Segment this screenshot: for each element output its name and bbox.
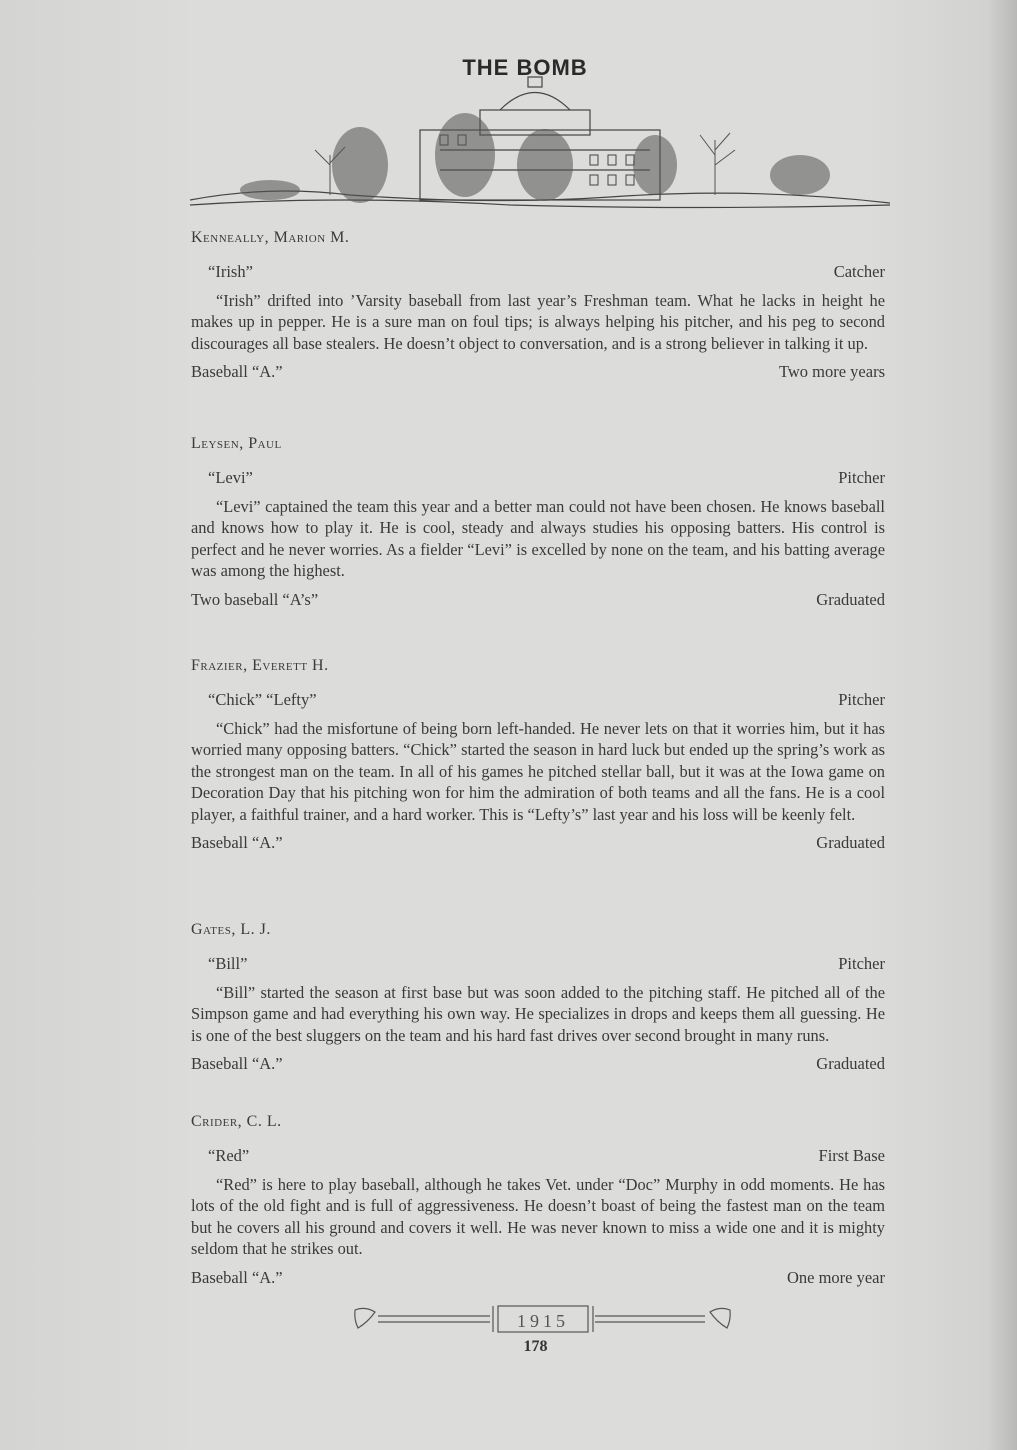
player-nickname: “Irish”	[208, 262, 253, 281]
award-row	[191, 1052, 885, 1076]
nickname-row	[191, 1142, 885, 1170]
player-status: Graduated	[816, 589, 885, 609]
year-ornament	[350, 1302, 735, 1336]
player-status: Graduated	[816, 833, 885, 853]
player-entry	[191, 226, 885, 402]
player-bio: “Irish” drifted into ’Varsity baseball from last year’s Freshman team. What he lacks in height he makes up in pepper. He is a sure man on foul tips; is always helping his pitcher, and his peg to second discourages all base stealers. He doesn’t object to conversation, and is a strong believer in talking it up.	[191, 291, 885, 353]
award-row	[191, 360, 885, 384]
player-bio: “Red” is here to play baseball, although he takes Vet. under “Doc” Murphy in odd moments. He has lots of the old fight and is full of aggressiveness. He doesn’t boast of being the fastest man on the team but he covers all his ground and covers it well. He was never known to miss a wide one and it is mighty seldom that he strikes out.	[191, 1175, 885, 1259]
player-status: Two more years	[778, 362, 885, 382]
player-position: Pitcher	[838, 690, 885, 709]
player-nickname: “Chick” “Lefty”	[208, 690, 317, 709]
player-award: Baseball “A.”	[191, 833, 283, 853]
player-status: Graduated	[816, 1054, 885, 1074]
player-position: Pitcher	[838, 954, 885, 973]
player-name: Leysen, Paul	[191, 435, 282, 452]
player-bio: “Bill” started the season at first base but was soon added to the pitching staff. He pitched all of the Simpson game and had everything his own way. He specializes in drops and keeps them all guessing. He is one of the best sluggers on the team and his hard fast drives over second brought in many runs.	[191, 983, 885, 1045]
player-position: Catcher	[833, 262, 885, 281]
player-nickname: “Red”	[208, 1146, 250, 1165]
player-entry	[191, 432, 885, 622]
page-number: 178	[523, 1338, 548, 1355]
award-row	[191, 831, 885, 855]
footer-year: 1915	[517, 1311, 569, 1331]
player-entry	[191, 918, 885, 1078]
player-nickname: “Levi”	[208, 468, 253, 487]
award-row	[191, 1266, 885, 1290]
roster-list	[191, 226, 885, 1290]
player-position: Pitcher	[838, 468, 885, 487]
header-title: THE BOMB	[462, 55, 588, 80]
player-bio: “Chick” had the misfortune of being born left-handed. He never lets on that it worries him, but it has worried many opposing batters. “Chick” started the season in hard luck but ended up the spring’s work as the strongest man on the team. In all of his games he pitched stellar ball, but it was at the Iowa game on Decoration Day that his pitching won for him the admiration of both teams and all the fans. He is a cool player, a faithful trainer, and a hard worker. This is “Lefty’s” last year and his loss will be keenly felt.	[191, 719, 885, 824]
nickname-row	[191, 686, 885, 714]
player-entry	[191, 654, 885, 886]
nickname-row	[191, 258, 885, 286]
player-entry	[191, 1110, 885, 1290]
player-award: Baseball “A.”	[191, 1054, 283, 1074]
player-name: Gates, L. J.	[191, 921, 271, 938]
player-award: Baseball “A.”	[191, 362, 283, 382]
player-name: Kenneally, Marion M.	[191, 229, 350, 246]
player-bio: “Levi” captained the team this year and a better man could not have been chosen. He knows baseball and knows how to play it. He is cool, steady and always studies his opposing batters. His control is perfect and he never worries. As a fielder “Levi” is excelled by none on the team, and his batting average was among the highest.	[191, 497, 885, 581]
player-award: Two baseball “A’s”	[191, 589, 319, 609]
player-award: Baseball “A.”	[191, 1267, 283, 1287]
player-name: Crider, C. L.	[191, 1113, 282, 1130]
nickname-row	[191, 464, 885, 492]
nickname-row	[191, 950, 885, 978]
player-position: First Base	[818, 1146, 885, 1165]
player-status: One more year	[786, 1267, 885, 1287]
award-row	[191, 588, 885, 612]
player-name: Frazier, Everett H.	[191, 657, 329, 674]
player-nickname: “Bill”	[208, 954, 248, 973]
